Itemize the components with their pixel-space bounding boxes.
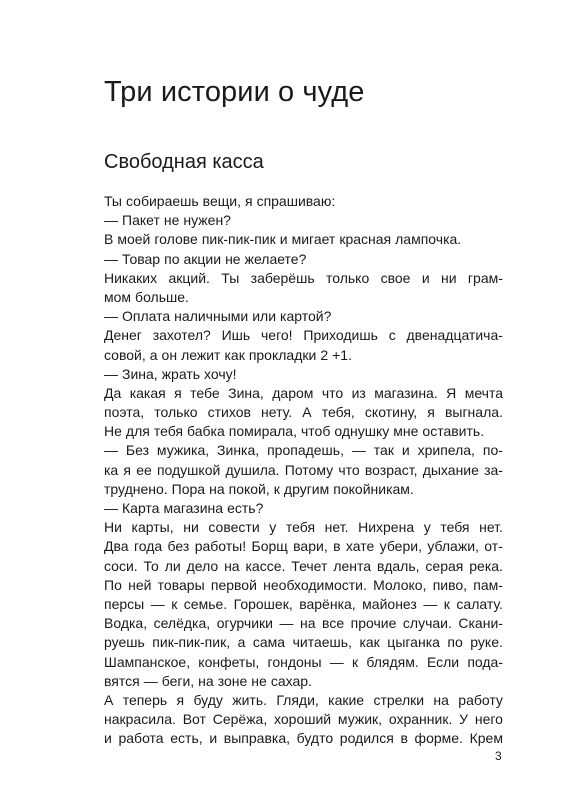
word: Зинка, xyxy=(217,442,260,459)
word: товары xyxy=(157,576,205,593)
word: пропадешь, xyxy=(267,442,344,459)
chapter-title: Три истории о чуде xyxy=(104,76,365,108)
word: и xyxy=(421,269,430,286)
word: То xyxy=(143,557,159,574)
text-line xyxy=(104,346,503,365)
word: на xyxy=(300,615,316,632)
body-text xyxy=(104,192,503,748)
word: Скани- xyxy=(458,615,503,632)
text-line xyxy=(104,192,503,211)
word: только xyxy=(154,404,198,421)
word: Водка, xyxy=(104,615,148,632)
text-line xyxy=(104,250,503,269)
word: помирала, xyxy=(228,423,297,440)
word: я xyxy=(427,404,435,421)
word: хочу! xyxy=(204,365,237,382)
word: работу xyxy=(458,691,503,708)
word: к xyxy=(171,595,178,612)
word: пиво, xyxy=(432,576,468,593)
word: — xyxy=(104,442,118,459)
word: — xyxy=(150,595,165,612)
word: 2 xyxy=(320,346,329,363)
word: хрипела, xyxy=(417,442,475,459)
word: года xyxy=(133,538,163,555)
word: Денег xyxy=(104,327,142,344)
word: Ты xyxy=(221,269,240,286)
word: теперь xyxy=(122,691,168,708)
word: дело xyxy=(186,557,219,574)
word: на xyxy=(209,480,225,497)
word: или xyxy=(252,308,277,325)
word: нет. xyxy=(324,519,349,536)
word: ка xyxy=(104,461,119,478)
word: тебя, xyxy=(321,404,355,421)
word: выправка, xyxy=(223,730,290,747)
text-line xyxy=(104,614,503,633)
word: лежит xyxy=(181,346,221,363)
word: у xyxy=(423,519,431,536)
word: карты, xyxy=(131,519,174,536)
word: есть, xyxy=(170,730,203,747)
text-line xyxy=(104,633,503,652)
word: Пора xyxy=(171,480,206,497)
word: что xyxy=(321,384,344,401)
text-line xyxy=(104,230,503,249)
word: есть? xyxy=(227,500,264,516)
word: голове xyxy=(154,231,198,248)
word: другим xyxy=(283,480,330,497)
word: и xyxy=(104,730,112,747)
word: на xyxy=(198,672,214,689)
word: — xyxy=(423,595,438,612)
word: не xyxy=(163,212,180,229)
word: майонез xyxy=(362,595,417,612)
word: по xyxy=(447,634,463,651)
word: грам- xyxy=(467,269,503,286)
word: Я xyxy=(446,384,457,401)
word: селёдка, xyxy=(153,615,211,632)
word: У xyxy=(459,711,469,728)
word: — xyxy=(104,500,118,516)
word: А xyxy=(104,691,114,708)
word: к xyxy=(273,480,280,497)
word: вятся xyxy=(104,672,140,689)
word: цыганка xyxy=(387,634,440,651)
word: мечта xyxy=(464,384,503,401)
word: выгнала. xyxy=(444,404,503,421)
word: только xyxy=(325,269,370,286)
word: пик-пик-пик xyxy=(201,231,276,248)
word: от- xyxy=(484,538,503,555)
word: Карта xyxy=(122,500,160,516)
word: мигает xyxy=(291,231,336,248)
word: — xyxy=(104,250,118,267)
text-line xyxy=(104,422,503,441)
word: магазина xyxy=(163,500,224,516)
word: семье. xyxy=(183,595,228,612)
word: подушкой xyxy=(156,461,221,478)
word: все xyxy=(322,615,345,632)
word: я xyxy=(123,461,131,478)
word: двенадцатича- xyxy=(406,327,503,344)
word: Нихрена xyxy=(358,519,415,536)
word: персы xyxy=(104,595,145,612)
word: нужен? xyxy=(183,212,231,229)
word: тебя xyxy=(440,519,470,536)
word: он xyxy=(161,346,178,363)
word: накрасила. xyxy=(104,711,176,728)
word: необходимости. xyxy=(263,576,367,593)
word: Вот xyxy=(182,711,206,728)
word: Ни xyxy=(104,519,122,536)
text-line xyxy=(104,461,503,480)
word: река. xyxy=(469,557,503,574)
text-line xyxy=(104,384,503,403)
word: мужик, xyxy=(337,711,383,728)
word: я xyxy=(244,193,253,209)
word: пода- xyxy=(467,653,503,670)
word: чтоб xyxy=(300,423,331,440)
word: руешь xyxy=(104,634,145,651)
word: к xyxy=(443,595,450,612)
word: сахар. xyxy=(270,672,312,689)
text-line xyxy=(104,710,503,729)
word: беги, xyxy=(161,672,195,689)
word: Ишь xyxy=(221,327,251,344)
word: я xyxy=(174,384,182,401)
section-title: Свободная касса xyxy=(104,151,264,173)
word: жить. xyxy=(232,691,268,708)
word: родился xyxy=(339,730,394,747)
word: и xyxy=(279,231,288,248)
word: какая xyxy=(129,384,166,401)
word: варёнка, xyxy=(299,595,356,612)
word: — xyxy=(104,308,118,325)
word: у xyxy=(269,519,277,536)
word: в xyxy=(333,538,341,555)
word: покой, xyxy=(228,480,270,497)
text-line xyxy=(104,595,503,614)
word: серая xyxy=(425,557,464,574)
word: хате xyxy=(345,538,375,555)
word: как xyxy=(359,634,380,651)
word: нету. xyxy=(261,404,293,421)
word: в xyxy=(400,730,408,747)
word: по- xyxy=(482,442,503,459)
word: труднено. xyxy=(104,480,168,497)
word: собираешь xyxy=(126,193,199,209)
word: Течет xyxy=(291,557,328,574)
word: Два xyxy=(104,538,129,555)
word: охранник. xyxy=(388,711,453,728)
word: Крем xyxy=(469,730,503,747)
word: заберёшь xyxy=(250,269,315,286)
text-line xyxy=(104,269,503,288)
word: форме. xyxy=(414,730,463,747)
word: Ты xyxy=(104,193,122,209)
word: — xyxy=(351,442,366,459)
word: возраст, xyxy=(364,461,418,478)
word: Товар xyxy=(122,250,161,267)
text-line xyxy=(104,211,503,230)
word: стрелки xyxy=(373,691,425,708)
word: Потому xyxy=(284,461,334,478)
word: как xyxy=(224,346,245,363)
word: жрать xyxy=(161,365,201,382)
word: что xyxy=(338,461,360,478)
word: гондоны xyxy=(267,653,322,670)
word: Если xyxy=(426,653,460,670)
word: сама xyxy=(252,634,286,651)
word: Да xyxy=(104,384,122,401)
word: — xyxy=(104,212,118,229)
word: ни xyxy=(183,519,199,536)
word: Не xyxy=(104,423,122,440)
word: на xyxy=(433,691,449,708)
word: мне xyxy=(393,423,419,440)
text-line xyxy=(104,653,503,672)
word: моей xyxy=(117,231,151,248)
page-number: 3 xyxy=(495,749,502,763)
word: однушку xyxy=(334,423,390,440)
word: соси. xyxy=(104,557,138,574)
word: так xyxy=(373,442,394,459)
word: тебя xyxy=(285,519,316,536)
word: Оплата xyxy=(122,308,171,325)
text-line xyxy=(104,288,503,307)
word: будто xyxy=(296,730,334,747)
word: для xyxy=(125,423,150,440)
word: Серёжа, xyxy=(212,711,268,728)
word: чего! xyxy=(261,327,293,344)
word: прокладки xyxy=(248,346,317,363)
word: огурчики xyxy=(216,615,273,632)
word: работа xyxy=(118,730,164,747)
word: какие xyxy=(328,691,365,708)
word: Борщ xyxy=(251,538,288,555)
word: тебя xyxy=(153,423,184,440)
word: спрашиваю: xyxy=(256,193,336,209)
text-line xyxy=(104,480,503,499)
word: Гляди, xyxy=(276,691,319,708)
word: читаешь, xyxy=(292,634,352,651)
word: хороший xyxy=(274,711,332,728)
word: кассе. xyxy=(245,557,286,574)
word: — xyxy=(279,615,294,632)
word: без xyxy=(167,538,190,555)
word: акций. xyxy=(168,269,210,286)
word: красная xyxy=(339,231,392,248)
word: я xyxy=(176,691,185,708)
word: работы! xyxy=(194,538,247,555)
word: лампочка. xyxy=(395,231,462,248)
word: конфеты, xyxy=(198,653,260,670)
text-line xyxy=(104,326,503,345)
word: Зина, xyxy=(122,365,158,382)
word: на xyxy=(224,557,240,574)
word: руке. xyxy=(470,634,503,651)
word: мужика, xyxy=(156,442,210,459)
text-line xyxy=(104,537,503,556)
word: бабка xyxy=(187,423,225,440)
word: с xyxy=(388,327,396,344)
word: дыхание xyxy=(422,461,479,478)
word: вари, xyxy=(293,538,328,555)
word: душила. xyxy=(225,461,280,478)
word: оставить. xyxy=(422,423,485,440)
word: совой, xyxy=(104,346,146,363)
word: по xyxy=(164,250,180,267)
word: А xyxy=(302,404,312,421)
word: — xyxy=(143,672,158,689)
word: убери, xyxy=(379,538,422,555)
word: Пакет xyxy=(122,212,160,229)
text-line xyxy=(104,672,503,691)
word: первой xyxy=(210,576,257,593)
word: больше. xyxy=(135,288,189,305)
word: совести xyxy=(208,519,260,536)
word: скотину, xyxy=(364,404,418,421)
word: По xyxy=(104,576,122,593)
word: ли xyxy=(164,557,181,574)
word: мом xyxy=(104,288,132,305)
word: а xyxy=(237,634,246,651)
text-line xyxy=(104,691,503,710)
word: магазина. xyxy=(374,384,438,401)
word: — xyxy=(329,653,344,670)
text-line xyxy=(104,557,503,576)
word: не xyxy=(251,672,267,689)
word: В xyxy=(104,231,114,248)
word: желаете? xyxy=(244,250,307,267)
word: ни xyxy=(441,269,457,286)
word: Шампанское, xyxy=(104,653,191,670)
word: тебе xyxy=(190,384,220,401)
word: Горошек, xyxy=(233,595,293,612)
word: — xyxy=(104,365,118,382)
word: и xyxy=(209,730,218,747)
word: из xyxy=(351,384,366,401)
word: поэта, xyxy=(104,404,145,421)
word: к xyxy=(352,653,359,670)
word: зоне xyxy=(217,672,248,689)
word: лента xyxy=(333,557,372,574)
word: пик-пик-пик, xyxy=(152,634,231,651)
word: нет. xyxy=(479,519,503,536)
word: свое xyxy=(380,269,411,286)
word: ее xyxy=(136,461,152,478)
word: Молоко, xyxy=(373,576,427,593)
word: ублажи, xyxy=(427,538,479,555)
text-line xyxy=(104,499,503,518)
text-line xyxy=(104,518,503,537)
word: акции xyxy=(183,250,222,267)
word: блядям. xyxy=(366,653,419,670)
word: а xyxy=(149,346,158,363)
word: буду xyxy=(193,691,223,708)
word: Никаких xyxy=(104,269,158,286)
word: картой? xyxy=(280,308,332,325)
word: салату. xyxy=(456,595,503,612)
text-line xyxy=(104,729,503,748)
word: не xyxy=(225,250,241,267)
word: захотел? xyxy=(152,327,211,344)
word: даром xyxy=(272,384,314,401)
word: пам- xyxy=(473,576,503,593)
word: него xyxy=(474,711,503,728)
text-line xyxy=(104,576,503,595)
text-line xyxy=(104,441,503,460)
word: +1. xyxy=(332,346,352,363)
word: и xyxy=(401,442,410,459)
text-line xyxy=(104,365,503,384)
word: стихов xyxy=(207,404,251,421)
word: покойникам. xyxy=(333,480,414,497)
word: ней xyxy=(128,576,152,593)
text-line xyxy=(104,307,503,326)
word: Без xyxy=(125,442,149,459)
text-line xyxy=(104,403,503,422)
word: за- xyxy=(484,461,503,478)
word: наличными xyxy=(174,308,249,325)
word: случаи. xyxy=(402,615,452,632)
word: вдаль, xyxy=(376,557,420,574)
word: Зина, xyxy=(228,384,264,401)
word: Приходишь xyxy=(303,327,378,344)
word: вещи, xyxy=(202,193,241,209)
word: прочие xyxy=(350,615,397,632)
